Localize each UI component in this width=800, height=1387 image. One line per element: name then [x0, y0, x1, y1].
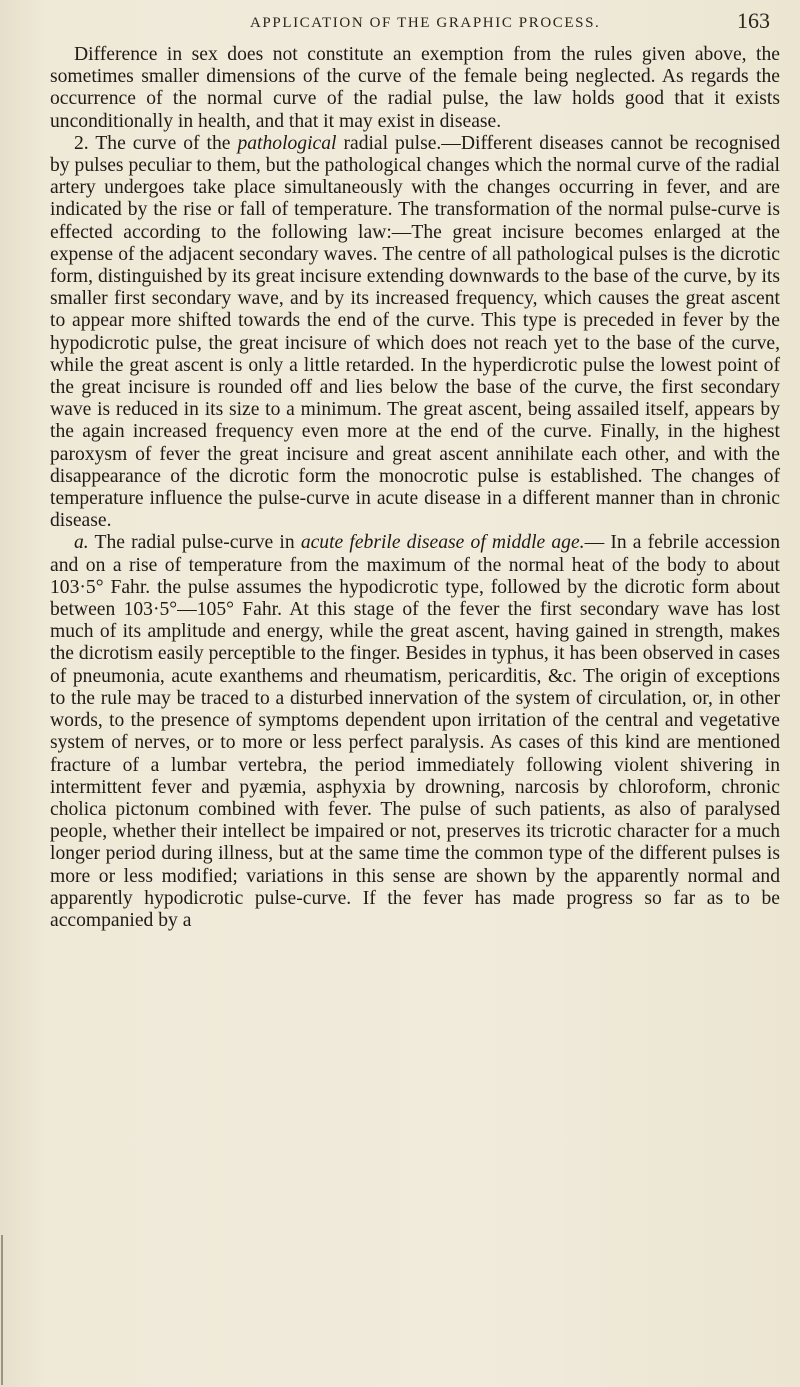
- emphasis-term: acute febrile disease of middle age.: [300, 532, 585, 554]
- body-text: [50, 44, 780, 932]
- section-number: 2.: [74, 132, 89, 154]
- paragraph-text: Difference in sex does not constitute an exemption from the rules given above, the sometimes smaller dimensions of the curve of the female being neglected. As regards the occurrence of the normal curve of the radial pulse, the law holds good that it exists unconditionally in health, and that it may exist in disease.: [50, 44, 780, 132]
- emphasis-term: pathological: [237, 132, 337, 154]
- page-header: [210, 6, 770, 40]
- paragraph-lead-text: The radial pulse-curve in: [94, 532, 295, 554]
- paragraph-text: — In a febrile accession and on a rise of temperature from the maximum of the normal heat of the body to about 103·5° Fahr. the pulse assumes the hypodicrotic type, followed by the dicrotic form about between 103·5°—105° Fahr. At this stage of the fever the first secondary wave has lost much of its amplitude and energy, while the great ascent, having gained in strength, makes the dicrotism easily perceptible to the finger. Besides in typhus, it has been observed in cases of pneumonia, acute exanthems and rheumatism, pericarditis, &c. The origin of exceptions to the rule may be traced to a disturbed innervation of the system of circulation, or, in other words, to the presence of symptoms dependent upon irritation of the central and vegetative system of nerves, or to more or less perfect paralysis. As cases of this kind are mentioned fracture of a lumbar vertebra, the period immediately following violent shivering in intermittent fever and pyæmia, asphyxia by drowning, narcosis by chloroform, chronic cholica pictonum combined with fever. The pulse of such patients, as also of paralysed people, whether their intellect be impaired or not, preserves its tricrotic character for a much longer period during illness, but at the same time the common type of the different pulses is more or less modified; variations in this sense are shown by the apparently normal and apparently hypodicrotic pulse-curve. If the fever has made progress so far as to be accompanied by a: [50, 532, 780, 931]
- paragraph-acute-febrile: [50, 532, 780, 932]
- page-edge-shadow: [1, 1235, 3, 1385]
- subsection-letter: a.: [74, 532, 89, 554]
- paragraph-text: radial pulse.—Different diseases cannot be recognised by pulses peculiar to them, but the pathological changes which the normal curve of the radial artery undergoes take place simultaneously with the changes occurring in fever, and are indicated by the rise or fall of temperature. The transformation of the normal pulse-curve is effected according to the following law:—The great incisure becomes enlarged at the expense of the adjacent secondary waves. The centre of all pathological pulses is the dicrotic form, distinguished by its great incisure extending downwards to the base of the curve, by its smaller first secondary wave, and by its increased frequency, which causes the great ascent to appear more shifted towards the end of the curve. This type is preceded in fever by the hypodicrotic pulse, the great incisure of which does not reach yet to the base of the curve, while the great ascent is only a little retarded. In the hyperdicrotic pulse the lowest point of the great incisure is rounded off and lies below the base of the curve, the first secondary wave is reduced in its size to a minimum. The great ascent, being assailed itself, appears by the again increased frequency even more at the end of the curve. Finally, in the highest paroxysm of fever the great incisure and great ascent annihilate each other, and with the disappearance of the dicrotic form the monocrotic pulse is established. The changes of temperature influence the pulse-curve in acute disease in a different manner than in chronic disease.: [50, 132, 780, 532]
- paragraph-pathological-curve: [50, 133, 780, 533]
- paragraph-sex-difference: [50, 44, 780, 133]
- page-number: 163: [737, 8, 770, 33]
- running-head: APPLICATION OF THE GRAPHIC PROCESS.: [250, 15, 601, 31]
- paragraph-lead-text: The curve of the: [95, 132, 231, 154]
